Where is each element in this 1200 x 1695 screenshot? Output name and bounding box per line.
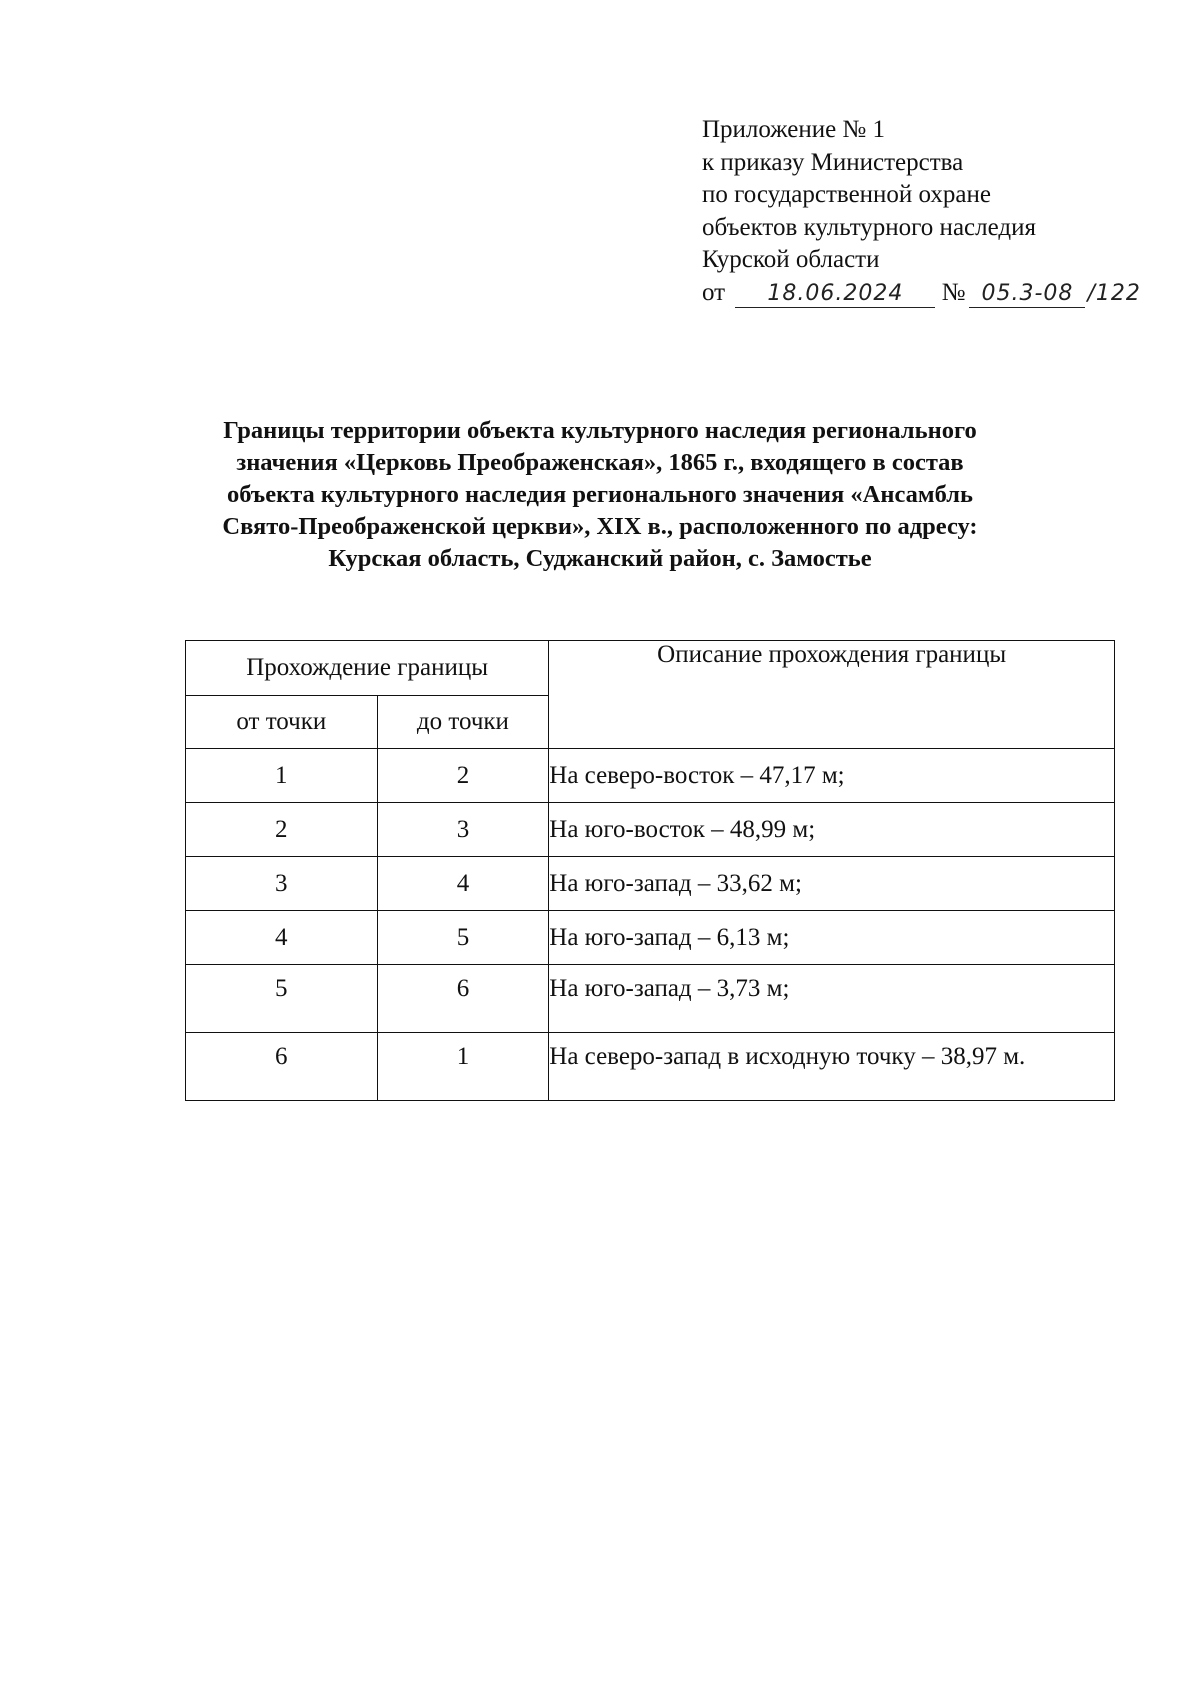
- cell-from: 4: [186, 911, 378, 965]
- cell-to: 2: [377, 749, 549, 803]
- cell-from: 1: [186, 749, 378, 803]
- cell-from: 2: [186, 803, 378, 857]
- annex-line-3: по государственной охране: [702, 181, 992, 208]
- annex-line-4: объектов культурного наследия: [702, 213, 1036, 241]
- title-line-2: значения «Церковь Преображенская», 1865 г., входящего в состав: [236, 449, 964, 476]
- header-boundary-passage: Прохождение границы: [186, 641, 549, 696]
- table-row: [186, 749, 1115, 803]
- table-row: [186, 1033, 1115, 1101]
- boundary-table: [185, 640, 1115, 1101]
- title-line-5: Курская область, Суджанский район, с. Замостье: [328, 545, 872, 572]
- header-boundary-description: Описание прохождения границы: [549, 641, 1115, 749]
- cell-description: На юго-восток – 48,99 м;: [549, 803, 1115, 857]
- cell-to: 1: [377, 1033, 549, 1101]
- cell-from: 5: [186, 965, 378, 1033]
- cell-description: На юго-запад – 6,13 м;: [549, 911, 1115, 965]
- title-line-1: Границы территории объекта культурного наследия регионального: [223, 417, 977, 444]
- header-to-point: до точки: [377, 696, 549, 749]
- cell-from: 3: [186, 857, 378, 911]
- table-row: [186, 857, 1115, 911]
- table-row: [186, 803, 1115, 857]
- cell-description: На юго-запад – 33,62 м;: [549, 857, 1115, 911]
- annex-line-5: Курской области: [702, 246, 880, 273]
- table-row: [186, 911, 1115, 965]
- title-line-4: Свято-Преображенской церкви», XIX в., расположенного по адресу:: [222, 513, 978, 540]
- date-prefix: от: [702, 278, 726, 306]
- cell-to: 5: [377, 911, 549, 965]
- cell-description: На северо-восток – 47,17 м;: [549, 749, 1115, 803]
- cell-to: 3: [377, 803, 549, 857]
- cell-from: 6: [186, 1033, 378, 1101]
- cell-to: 6: [377, 965, 549, 1033]
- annex-line-1: Приложение № 1: [702, 116, 886, 143]
- document-title: [150, 415, 1050, 575]
- order-date: 18.06.2024: [735, 281, 935, 308]
- annex-block: [702, 114, 1162, 310]
- header-from-point: от точки: [186, 696, 378, 749]
- order-number-suffix: /122: [1087, 280, 1141, 306]
- order-number: 05.3-08: [969, 281, 1085, 308]
- cell-description: На юго-запад – 3,73 м;: [549, 965, 1115, 1033]
- cell-description: На северо-запад в исходную точку – 38,97 м.: [549, 1033, 1115, 1101]
- annex-date-line: [702, 277, 1162, 311]
- annex-line-2: к приказу Министерства: [702, 148, 964, 176]
- cell-to: 4: [377, 857, 549, 911]
- title-line-3: объекта культурного наследия регионального значения «Ансамбль: [227, 481, 973, 508]
- table-row: [186, 965, 1115, 1033]
- number-prefix: №: [941, 278, 966, 306]
